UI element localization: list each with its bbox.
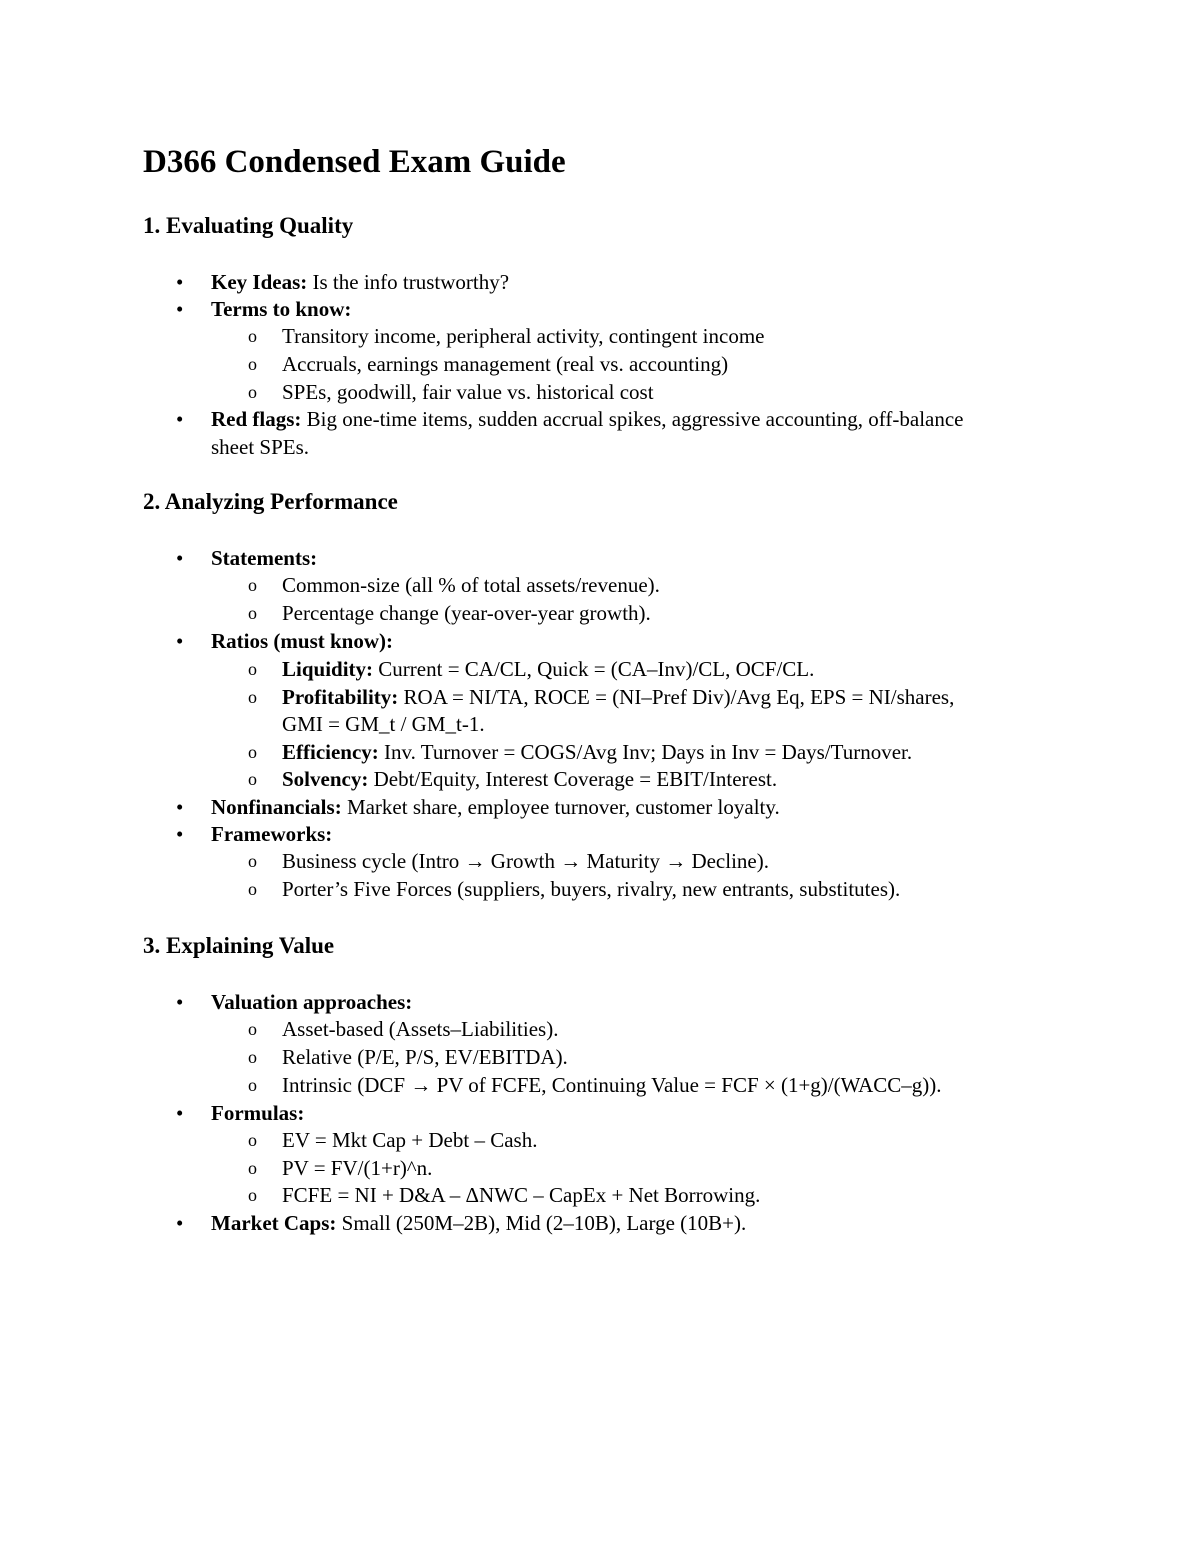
market-caps-item <box>211 1209 746 1237</box>
bullet-marker: • <box>176 297 184 321</box>
sub-bullet-marker: o <box>248 1075 257 1095</box>
profitability-item <box>282 683 954 711</box>
terms-item <box>211 295 351 323</box>
formulas-label: Formulas: <box>211 1101 305 1125</box>
sub-bullet-marker: o <box>248 1019 257 1039</box>
terms-label: Terms to know: <box>211 297 352 321</box>
sub-bullet-marker: o <box>248 326 257 346</box>
term-item: Transitory income, peripheral activity, contingent income <box>282 324 765 348</box>
valuation-approach-item: Relative (P/E, P/S, EV/EBITDA). <box>282 1045 568 1069</box>
statement-item: Percentage change (year-over-year growth). <box>282 601 651 625</box>
bullet-marker: • <box>176 546 184 570</box>
key-ideas-text: Is the info trustworthy? <box>307 270 510 294</box>
frameworks-item <box>211 820 332 848</box>
nonfinancials-text: Market share, employee turnover, customer loyalty. <box>341 795 780 819</box>
framework-item: Porter’s Five Forces (suppliers, buyers, rivalry, new entrants, substitutes). <box>282 877 901 901</box>
profitability-text: ROA = NI/TA, ROCE = (NI–Pref Div)/Avg Eq, EPS = NI/shares, <box>398 685 955 709</box>
sub-bullet-marker: o <box>248 742 257 762</box>
statement-item: Common-size (all % of total assets/revenue). <box>282 573 660 597</box>
page-title: D366 Condensed Exam Guide <box>143 144 566 180</box>
sub-bullet-marker: o <box>248 1185 257 1205</box>
bullet-marker: • <box>176 629 184 653</box>
formula-item: EV = Mkt Cap + Debt – Cash. <box>282 1128 538 1152</box>
nonfinancials-label: Nonfinancials: <box>211 795 342 819</box>
statements-label: Statements: <box>211 546 318 570</box>
valuation-item <box>211 988 412 1016</box>
sub-bullet-marker: o <box>248 575 257 595</box>
liquidity-item <box>282 655 814 683</box>
formulas-item <box>211 1099 304 1127</box>
key-ideas-label: Key Ideas: <box>211 270 308 294</box>
profitability-label: Profitability: <box>282 685 399 709</box>
bullet-marker: • <box>176 822 184 846</box>
section-heading-evaluating-quality: 1. Evaluating Quality <box>143 213 354 238</box>
solvency-label: Solvency: <box>282 767 369 791</box>
solvency-text: Debt/Equity, Interest Coverage = EBIT/Interest. <box>368 767 778 791</box>
sub-bullet-marker: o <box>248 1047 257 1067</box>
ratios-item <box>211 627 393 655</box>
market-caps-text: Small (250M–2B), Mid (2–10B), Large (10B+). <box>336 1211 747 1235</box>
sub-bullet-marker: o <box>248 851 257 871</box>
sub-bullet-marker: o <box>248 603 257 623</box>
term-item: SPEs, goodwill, fair value vs. historical cost <box>282 380 654 404</box>
term-item: Accruals, earnings management (real vs. accounting) <box>282 352 729 376</box>
key-ideas-item <box>211 268 509 296</box>
sub-bullet-marker: o <box>248 659 257 679</box>
valuation-label: Valuation approaches: <box>211 990 413 1014</box>
formula-item: PV = FV/(1+r)^n. <box>282 1156 433 1180</box>
sub-bullet-marker: o <box>248 354 257 374</box>
sub-bullet-marker: o <box>248 687 257 707</box>
efficiency-item <box>282 738 912 766</box>
efficiency-text: Inv. Turnover = COGS/Avg Inv; Days in Inv = Days/Turnover. <box>378 740 913 764</box>
red-flags-text-continued: sheet SPEs. <box>211 435 310 459</box>
formula-item: FCFE = NI + D&A – ΔNWC – CapEx + Net Borrowing. <box>282 1183 761 1207</box>
sub-bullet-marker: o <box>248 1130 257 1150</box>
section-heading-analyzing-performance: 2. Analyzing Performance <box>143 489 398 514</box>
sub-bullet-marker: o <box>248 879 257 899</box>
red-flags-label: Red flags: <box>211 407 302 431</box>
valuation-approach-item: Asset-based (Assets–Liabilities). <box>282 1017 559 1041</box>
liquidity-label: Liquidity: <box>282 657 374 681</box>
liquidity-text: Current = CA/CL, Quick = (CA–Inv)/CL, OCF/CL. <box>373 657 815 681</box>
sub-bullet-marker: o <box>248 382 257 402</box>
efficiency-label: Efficiency: <box>282 740 379 764</box>
bullet-marker: • <box>176 1101 184 1125</box>
valuation-approach-item: Intrinsic (DCF → PV of FCFE, Continuing Value = FCF × (1+g)/(WACC–g)). <box>282 1073 942 1097</box>
bullet-marker: • <box>176 990 184 1014</box>
framework-item: Business cycle (Intro → Growth → Maturity → Decline). <box>282 849 769 873</box>
solvency-item <box>282 765 777 793</box>
sub-bullet-marker: o <box>248 1158 257 1178</box>
statements-item <box>211 544 317 572</box>
market-caps-label: Market Caps: <box>211 1211 337 1235</box>
bullet-marker: • <box>176 795 184 819</box>
bullet-marker: • <box>176 407 184 431</box>
sub-bullet-marker: o <box>248 769 257 789</box>
ratios-label: Ratios (must know): <box>211 629 394 653</box>
red-flags-item <box>211 405 964 433</box>
section-heading-explaining-value: 3. Explaining Value <box>143 933 335 958</box>
nonfinancials-item <box>211 793 780 821</box>
bullet-marker: • <box>176 270 184 294</box>
bullet-marker: • <box>176 1211 184 1235</box>
frameworks-label: Frameworks: <box>211 822 333 846</box>
profitability-text-continued: GMI = GM_t / GM_t-1. <box>282 712 485 736</box>
red-flags-text: Big one-time items, sudden accrual spikes, aggressive accounting, off-balance <box>301 407 964 431</box>
